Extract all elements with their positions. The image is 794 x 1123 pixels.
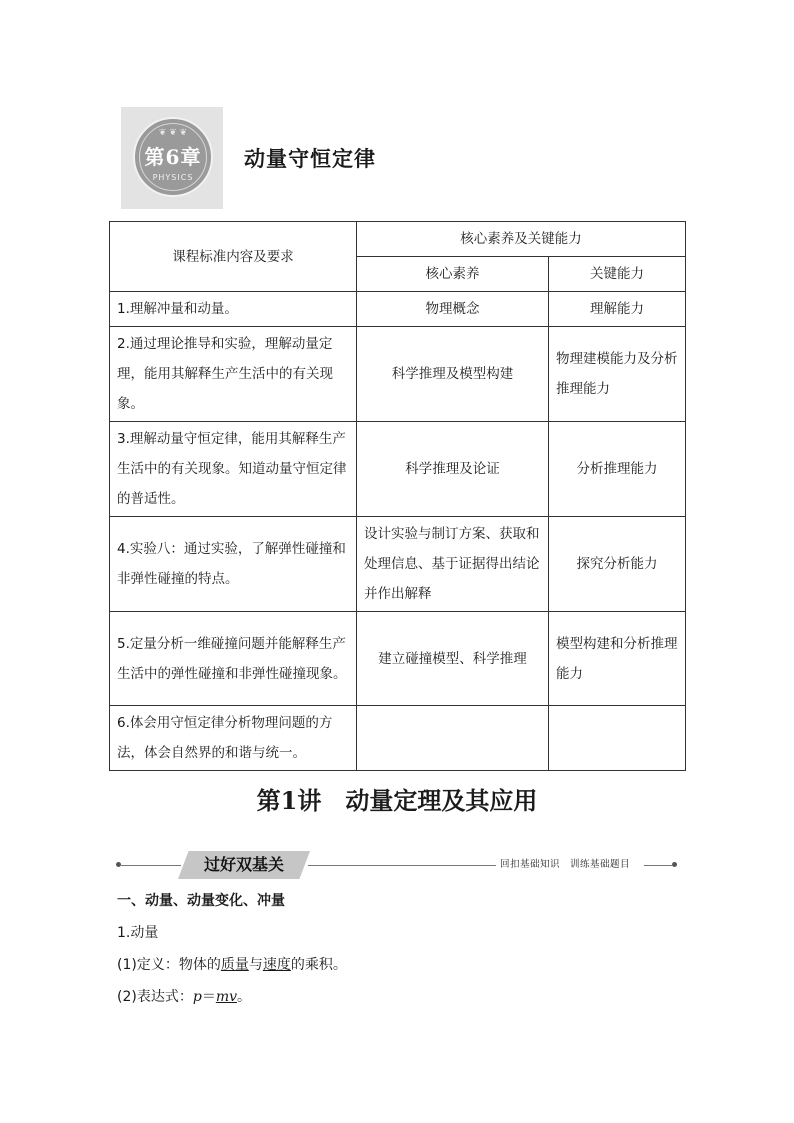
literacy-cell: 设计实验与制订方案、获取和处理信息、基于证据得出结论并作出解释 [357, 517, 549, 612]
banner-left-line [121, 865, 181, 866]
formula-mv: mv [215, 989, 237, 1005]
ability-cell: 理解能力 [549, 292, 686, 327]
banner-right-text: 回扣基础知识 训练基础题目 [500, 859, 631, 870]
standard-cell: 2.通过理论推导和实验，理解动量定理，能用其解释生产生活中的有关现象。 [110, 327, 357, 422]
table-row [110, 327, 686, 422]
table-row [110, 292, 686, 327]
expression-line [117, 986, 251, 1008]
literacy-cell: 物理概念 [357, 292, 549, 327]
formula-equals: ＝ [201, 989, 216, 1005]
definition-line [117, 954, 347, 976]
banner-tab-label: 过好双基关 [203, 855, 284, 874]
standard-cell: 3.理解动量守恒定律，能用其解释生产生活中的有关现象。知道动量守恒定律的普适性。 [110, 422, 357, 517]
banner-right-line [644, 865, 672, 866]
expression-suffix: 。 [237, 989, 251, 1005]
header-group: 核心素养及关键能力 [357, 222, 686, 257]
lesson-title: 第1讲 动量定理及其应用 [256, 786, 538, 815]
badge-subject: PHYSICS [152, 173, 194, 182]
standard-cell: 5.定量分析一维碰撞问题并能解释生产生活中的弹性碰撞和非弹性碰撞现象。 [110, 612, 357, 706]
standard-cell: 6.体会用守恒定律分析物理问题的方法，体会自然界的和谐与统一。 [110, 706, 357, 771]
chapter-badge-circle [133, 117, 213, 197]
literacy-cell: 科学推理及模型构建 [357, 327, 549, 422]
standard-cell: 1.理解冲量和动量。 [110, 292, 357, 327]
header-literacy: 核心素养 [357, 257, 549, 292]
term-mass: 质量 [220, 957, 249, 973]
ability-cell: 分析推理能力 [549, 422, 686, 517]
standard-cell: 4.实验八：通过实验，了解弹性碰撞和非弹性碰撞的特点。 [110, 517, 357, 612]
curriculum-table [109, 221, 686, 771]
literacy-cell [357, 706, 549, 771]
definition-mid: 与 [248, 957, 263, 973]
header-ability: 关键能力 [549, 257, 686, 292]
banner-middle-line [308, 865, 496, 866]
chapter-number: 第6章 [144, 145, 202, 169]
header-standard: 课程标准内容及要求 [110, 222, 357, 292]
expression-prefix: (2)表达式： [117, 989, 193, 1005]
table-row [110, 422, 686, 517]
table-row [110, 517, 686, 612]
literacy-cell: 科学推理及论证 [357, 422, 549, 517]
ability-cell [549, 706, 686, 771]
ability-cell: 模型构建和分析推理能力 [549, 612, 686, 706]
banner-right-dot [672, 862, 677, 867]
section-heading: 一、动量、动量变化、冲量 [117, 893, 285, 909]
term-velocity: 速度 [262, 957, 291, 973]
chapter-badge [121, 107, 223, 209]
literacy-cell: 建立碰撞模型、科学推理 [357, 612, 549, 706]
formula-p: p [192, 989, 202, 1005]
chapter-title: 动量守恒定律 [244, 146, 376, 171]
badge-ornament: ❦ ❦ ❦ [158, 128, 188, 138]
definition-suffix: 的乘积。 [290, 957, 347, 973]
ability-cell: 物理建模能力及分析推理能力 [549, 327, 686, 422]
definition-prefix: (1)定义：物体的 [117, 957, 221, 973]
table-row [110, 706, 686, 771]
ability-cell: 探究分析能力 [549, 517, 686, 612]
table-row [110, 612, 686, 706]
item-title: 1.动量 [117, 925, 159, 941]
